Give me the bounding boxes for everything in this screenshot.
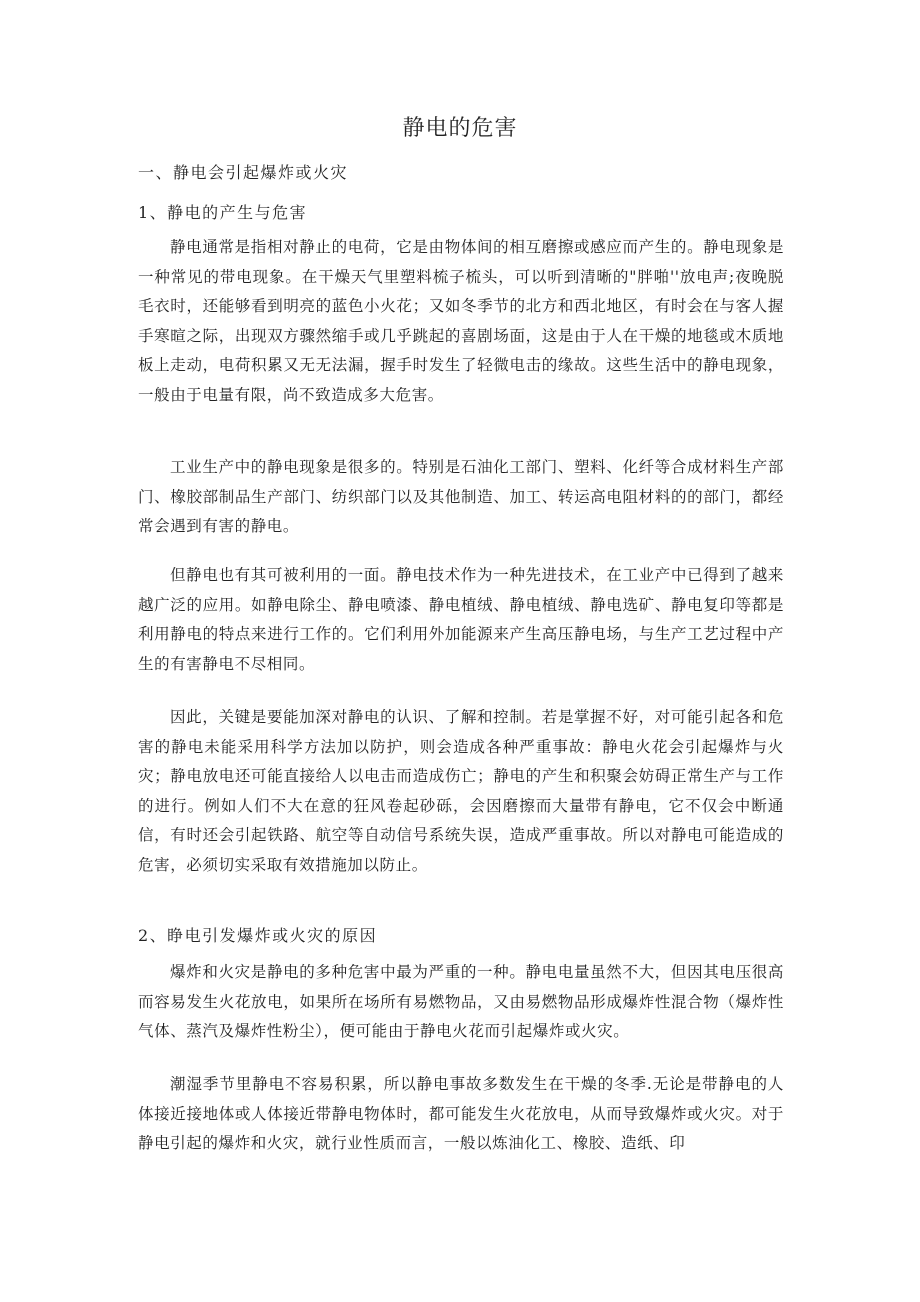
paragraph-5: 爆炸和火灾是静电的多种危害中最为严重的一种。静电电量虽然不大，但因其电压很高而容易发生火花放电，如果所在场所有易燃物品，又由易燃物品形成爆炸性混合物（爆炸性气体、蒸汽及爆炸性粉尘），便可能由于静电火花而引起爆炸或火灾。: [138, 963, 784, 1041]
subsection-heading-1: 1、静电的产生与危害: [138, 203, 308, 222]
document-title: 静电的危害: [402, 116, 518, 141]
paragraph-6: 潮湿季节里静电不容易积累，所以静电事故多数发生在干燥的冬季.无论是带静电的人体接近接地体或人体接近带静电物体时，都可能发生火花放电，从而导致爆炸或火灾。对于静电引起的爆炸和火灾，就行业性质而言，一般以炼油化工、橡胶、造纸、印: [138, 1075, 784, 1153]
paragraph-4: 因此，关键是要能加深对静电的认识、了解和控制。若是掌握不好，对可能引起各和危害的静电未能采用科学方法加以防护，则会造成各种严重事故：静电火花会引起爆炸与火灾；静电放电还可能直接给人以电击而造成伤亡；静电的产生和积聚会妨碍正常生产与工作的进行。例如人们不大在意的狂风卷起砂砾，会因磨擦而大量带有静电，它不仅会中断通信，有时还会引起铁路、航空等自动信号系统失误，造成严重事故。所以对静电可能造成的危害，必须切实采取有效措施加以防止。: [138, 708, 784, 874]
paragraph-2: 工业生产中的静电现象是很多的。特别是石油化工部门、塑料、化纤等合成材料生产部门、橡胶部制品生产部门、纺织部门以及其他制造、加工、转运高电阻材料的的部门，都经常会遇到有害的静电。: [138, 458, 784, 536]
paragraph-3: 但静电也有其可被利用的一面。静电技术作为一种先进技术，在工业产中已得到了越来越广泛的应用。如静电除尘、静电喷漆、静电植绒、静电植绒、静电选矿、静电复印等都是利用静电的特点来进行工作的。它们利用外加能源来产生高压静电场，与生产工艺过程中产生的有害静电不尽相同。: [138, 566, 784, 673]
paragraph-1: 静电通常是指相对静止的电荷，它是由物体间的相互磨擦或感应而产生的。静电现象是一种常见的带电现象。在干燥天气里塑料梳子梳头，可以听到清晰的"胖啪''放电声;夜晚脱毛衣时，还能够看到明亮的蓝色小火花；又如冬季节的北方和西北地区，有时会在与客人握手寒暄之际，出现双方骤然缩手或几乎跳起的喜剧场面，这是由于人在干燥的地毯或木质地板上走动，电荷积累又无无法漏，握手时发生了轻微电击的缘故。这些生活中的静电现象，一般由于电量有限，尚不致造成多大危害。: [138, 238, 784, 404]
subsection-heading-2: 2、睁电引发爆炸或火灾的原因: [138, 926, 378, 945]
section-heading-1: 一、静电会引起爆炸或火灾: [138, 163, 349, 182]
